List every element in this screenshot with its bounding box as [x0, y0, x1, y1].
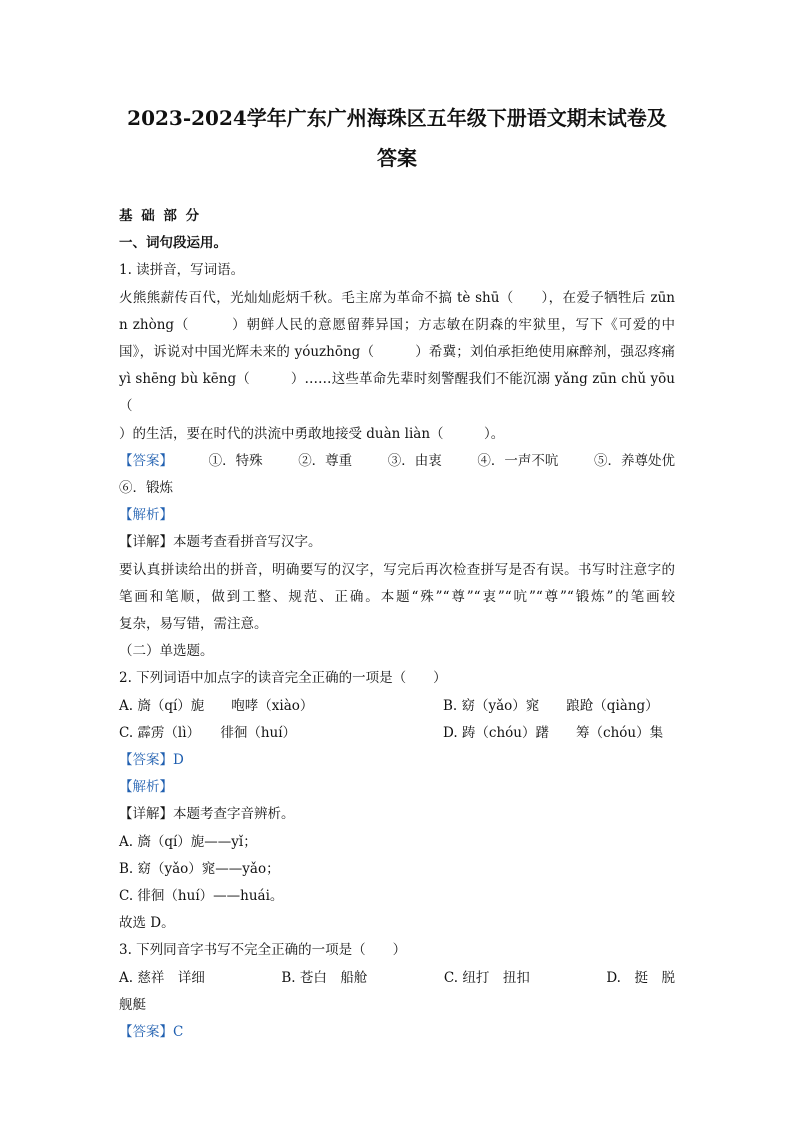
explanation-line: 要认真拼读给出的拼音，明确要写的汉字，写完后再次检查拼写是否有误。书写时注意字的 — [119, 561, 675, 578]
option-a: A. 旖（qí）旎 咆哮（xiào） — [119, 697, 314, 714]
section-heading: 基 础 部 分 — [119, 208, 202, 224]
answer-item: ②．尊重 — [298, 452, 353, 469]
part-heading-1: 一、词句段运用。 — [119, 235, 227, 252]
q2-prompt: 2. 下列词语中加点字的读音完全正确的一项是（ ） — [119, 670, 447, 687]
q1-text-line: yì shēng bù kēng（ ）……这些革命先辈时刻警醒我们不能沉溺 yǎng zūn chǔ yōu（ — [119, 371, 675, 415]
analysis-label: 【解析】 — [119, 507, 173, 524]
analysis-label: 【解析】 — [119, 779, 173, 796]
answer-item: ⑤．养尊处优 — [593, 452, 675, 469]
q1-text-line: n zhòng（ ）朝鲜人民的意愿留葬异国；方志敏在阴森的牢狱里，写下《可爱的中 — [119, 316, 675, 333]
q1-prompt: 1. 读拼音，写词语。 — [119, 262, 245, 279]
explanation-line: 笔画和笔顺，做到工整、规范、正确。本题“殊”“尊”“衷”“吭”“尊”“锻炼”的笔画较 — [119, 588, 675, 605]
q2-options-row — [119, 720, 675, 747]
q3-answer: 【答案】C — [119, 1024, 184, 1041]
option-b: B. 窈（yǎo）窕 踉跄（qiàng） — [443, 697, 659, 714]
analysis-line: A. 旖（qí）旎——yǐ； — [119, 833, 257, 850]
detail-label: 【详解】本题考查字音辨析。 — [119, 806, 295, 823]
q1-answer-row — [119, 448, 675, 475]
option-d-continued: 舰艇 — [119, 996, 146, 1013]
option-d: D. 踌（chóu）躇 筹（chóu）集 — [443, 724, 664, 741]
q1-text-line: ）的生活，要在时代的洪流中勇敢地接受 duàn liàn（ ）。 — [119, 425, 505, 442]
analysis-line: C. 徘徊（huí）——huái。 — [119, 888, 284, 905]
option-d: D. 挺 脱 — [606, 969, 675, 986]
answer-item: ③．由衷 — [387, 452, 442, 469]
title-line-1: 2023-2024学年广东广州海珠区五年级下册语文期末试卷及 — [127, 106, 667, 130]
answer-item: ④．一声不吭 — [477, 452, 559, 469]
q2-answer: 【答案】D — [119, 752, 184, 769]
q3-prompt: 3. 下列同音字书写不完全正确的一项是（ ） — [119, 942, 407, 959]
analysis-line: 故选 D。 — [119, 915, 175, 932]
answer-label: 【答案】 — [119, 452, 173, 469]
title-line-2: 答案 — [377, 146, 417, 170]
part-heading-2: （二）单选题。 — [119, 643, 214, 660]
q2-options-row — [119, 693, 675, 720]
answer-item: ⑥．锻炼 — [119, 480, 173, 497]
q1-text-line: 国》，诉说对中国光辉未来的 yóuzhōng（ ）希冀；刘伯承拒绝使用麻醉剂，强忍疼痛 — [119, 344, 675, 361]
analysis-line: B. 窈（yǎo）窕——yǎo； — [119, 860, 280, 877]
option-c: C. 霹雳（lì） 徘徊（huí） — [119, 724, 297, 741]
option-c: C. 纽打 扭扣 — [443, 969, 530, 986]
detail-label: 【详解】本题考查看拼音写汉字。 — [119, 534, 322, 551]
explanation-line: 复杂，易写错，需注意。 — [119, 616, 268, 633]
document-title — [100, 98, 694, 178]
q3-options-row — [119, 965, 675, 992]
answer-item: ①．特殊 — [208, 452, 263, 469]
q1-text-line: 火熊熊薪传百代，光灿灿彪炳千秋。毛主席为革命不搞 tè shū（ ），在爱子牺牲后 zūn — [119, 289, 675, 306]
option-a: A. 慈祥 详细 — [119, 969, 205, 986]
document-body — [119, 203, 675, 1046]
option-b: B. 苍白 船舱 — [281, 969, 368, 986]
